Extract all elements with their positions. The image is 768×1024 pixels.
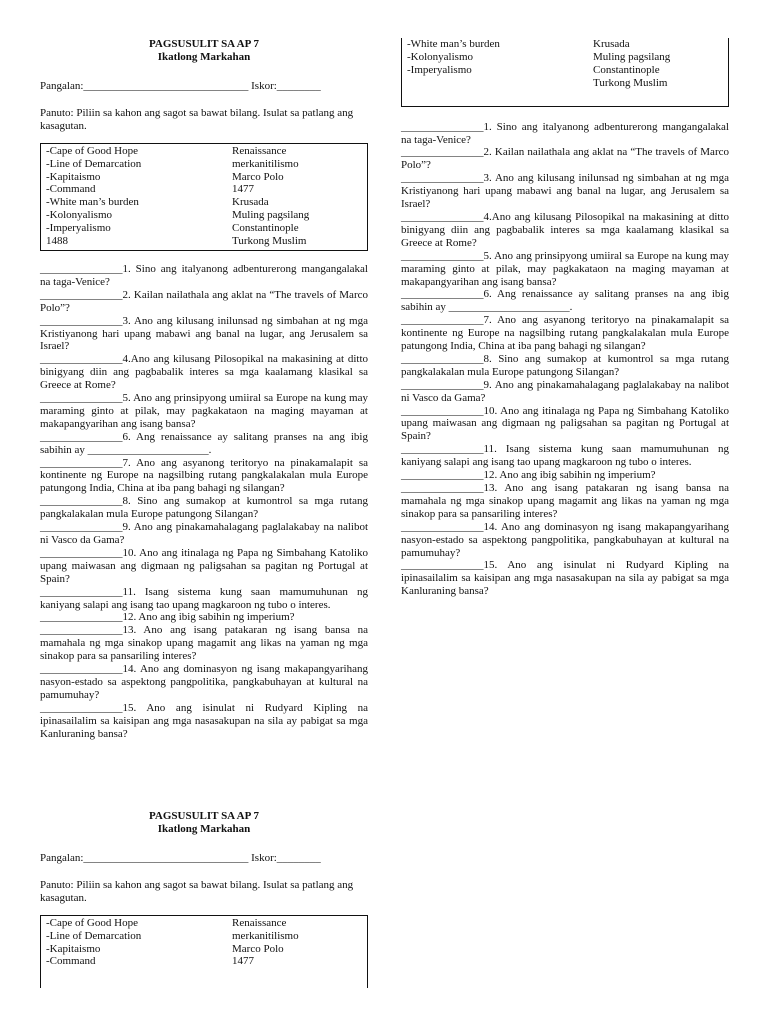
choice-item: -Kolonyalismo: [46, 209, 112, 222]
question-item: _______________13. Ano ang isang patakaran ng isang bansa na mamahala ng mga sinakop upang magamit ang likas na yaman ng mga sinakop para sa pansariling interes?: [40, 624, 368, 663]
question-item: _______________15. Ano ang isinulat ni Rudyard Kipling na ipinasailalim sa kaisipan ang mga nasasakupan na sila ay pabigat sa mga Kanluraning bansa?: [401, 559, 729, 598]
left-bottom-column: [40, 810, 368, 988]
question-item: _______________15. Ano ang isinulat ni Rudyard Kipling na ipinasailalim sa kaisipan ang mga nasasakupan na sila ay pabigat sa mga Kanluraning bansa?: [40, 701, 368, 740]
question-item: _______________5. Ano ang prinsipyong umiiral sa Europe na kung may maraming ginto at pilak, may pagkakataon na maging mayaman at makapangyarihan ang isang bansa?: [401, 249, 729, 288]
question-item: _______________14. Ano ang dominasyon ng isang makapangyarihang nasyon-estado sa aspektong pangpolitika, pangkabuhayan at kultural na pamumuhay?: [40, 663, 368, 701]
question-item: _______________8. Sino ang sumakop at kumontrol sa mga rutang pangkalakalan mula Europe patungong Silangan?: [40, 495, 368, 521]
choice-item: -Imperyalismo: [46, 222, 111, 235]
choice-item: -Kapitaismo: [46, 942, 101, 955]
choice-item: Krusada: [232, 196, 269, 209]
choice-item: Turkong Muslim: [593, 76, 668, 89]
choices-box-continued: [401, 38, 729, 107]
question-item: _______________11. Isang sistema kung saan mamumuhunan ng kaniyang salapi ang isang tao upang magkaroon ng tubo o interes.: [40, 585, 368, 611]
question-item: _______________6. Ang renaissance ay salitang pranses na ang ibig sabihin ay ______________________.: [40, 430, 368, 456]
name-score-line: Pangalan:______________________________ Iskor:________: [40, 852, 321, 864]
page-title: PAGSUSULIT SA AP 7: [149, 810, 259, 822]
choices-box: [40, 915, 368, 989]
question-item: _______________7. Ano ang asyanong teritoryo na pinakamalapit sa kontinente ng Europe na nagsilbing rutang pangkalakalan mula Europe patungong India, China at iba pang bahagi ng silangan?: [401, 314, 729, 353]
left-column: [40, 38, 368, 741]
choice-item: Marco Polo: [232, 170, 284, 183]
question-item: _______________14. Ano ang dominasyon ng isang makapangyarihang nasyon-estado sa aspektong pangpolitika, pangkabuhayan at kultural na pamumuhay?: [401, 520, 729, 559]
question-item: _______________13. Ano ang isang patakaran ng isang bansa na mamahala ng mga sinakop upang magamit ang likas na yaman ng mga sinakop para sa pansariling interes?: [401, 482, 729, 520]
choice-item: Turkong Muslim: [232, 235, 307, 248]
question-item: _______________12. Ano ang ibig sabihin ng imperium?: [401, 469, 656, 482]
choice-item: -Cape of Good Hope: [46, 916, 138, 929]
choice-item: merkanitilismo: [232, 929, 299, 942]
choice-item: -Kolonyalismo: [407, 50, 473, 63]
name-score-line: Pangalan:______________________________ Iskor:________: [40, 80, 321, 92]
choice-item: -Imperyalismo: [407, 63, 472, 76]
question-item: _______________3. Ano ang kilusang inilunsad ng simbahan at ng mga Kristiyanong hari upang mabawi ang banal na lugar, ang Jerusalem sa Israel?: [40, 314, 368, 353]
choice-item: 1488: [46, 235, 68, 248]
page-title: PAGSUSULIT SA AP 7: [149, 38, 259, 50]
choice-item: -Kapitaismo: [46, 170, 101, 183]
question-item: _______________9. Ano ang pinakamahalagang paglalakabay na nalibot ni Vasco da Gama?: [401, 378, 729, 404]
question-item: _______________4.Ano ang kilusang Pilosopikal na makasining at ditto binigyang diin ang pagbabalik interes sa mga kaalamang klasikal sa Greece at Rome?: [40, 353, 368, 392]
choice-item: 1477: [232, 955, 254, 968]
choice-item: Muling pagsilang: [232, 209, 310, 222]
question-item: _______________12. Ano ang ibig sabihin ng imperium?: [40, 611, 295, 624]
right-column: [401, 38, 729, 598]
question-item: _______________7. Ano ang asyanong teritoryo na pinakamalapit sa kontinente ng Europe na nagsilbing rutang pangkalakalan mula Europe patungong India, China at iba pang bahagi ng silangan?: [40, 456, 368, 495]
choice-item: -White man’s burden: [407, 38, 500, 50]
choices-box: [40, 143, 368, 251]
question-item: _______________1. Sino ang italyanong adbenturerong mangangalakal na taga-Venice?: [401, 120, 729, 146]
choices-column-2: [232, 917, 362, 969]
page-subtitle: Ikatlong Markahan: [157, 51, 251, 63]
question-item: _______________9. Ano ang pinakamahalagang paglalakabay na nalibot ni Vasco da Gama?: [40, 521, 368, 546]
choice-item: -Command: [46, 955, 96, 968]
question-item: _______________8. Sino ang sumakop at kumontrol sa mga rutang pangkalakalan mula Europe patungong Silangan?: [401, 352, 729, 378]
question-item: _______________6. Ang renaissance ay salitang pranses na ang ibig sabihin ay ______________________.: [401, 288, 729, 314]
question-list: [401, 121, 729, 599]
choices-column-1: [46, 917, 232, 969]
choice-item: Renaissance: [232, 916, 287, 929]
page-subtitle: Ikatlong Markahan: [157, 823, 251, 835]
choices-column-2: [593, 38, 723, 90]
question-item: _______________2. Kailan nailathala ang aklat na “The travels of Marco Polo”?: [40, 288, 368, 314]
choice-item: -Line of Demarcation: [46, 157, 142, 170]
choice-item: Muling pagsilang: [593, 50, 671, 63]
choice-item: -White man’s burden: [46, 196, 139, 209]
instructions: Panuto: Piliin sa kahon ang sagot sa bawat bilang. Isulat sa patlang ang kasagutan.: [40, 106, 354, 132]
choice-item: Constantinople: [232, 222, 299, 235]
choice-item: Marco Polo: [232, 942, 284, 955]
choice-item: Renaissance: [232, 144, 287, 157]
question-item: _______________5. Ano ang prinsipyong umiiral sa Europe na kung may maraming ginto at pilak, may pagkakataon na maging mayaman at makapangyarihan ang isang bansa?: [40, 392, 368, 430]
instructions: Panuto: Piliin sa kahon ang sagot sa bawat bilang. Isulat sa patlang ang kasagutan.: [40, 878, 354, 904]
choice-item: merkanitilismo: [232, 157, 299, 170]
choices-column-2: [232, 145, 362, 248]
choice-item: -Command: [46, 183, 96, 196]
question-item: _______________2. Kailan nailathala ang aklat na “The travels of Marco Polo”?: [401, 146, 729, 172]
question-item: _______________10. Ano ang itinalaga ng Papa ng Simbahang Katoliko upang maiwasan ang digmaan ng paligsahan sa pagitan ng Portugal at Spain?: [401, 404, 729, 443]
question-item: _______________11. Isang sistema kung saan mamumuhunan ng kaniyang salapi ang isang tao upang magkaroon ng tubo o interes.: [401, 443, 729, 469]
question-item: _______________10. Ano ang itinalaga ng Papa ng Simbahang Katoliko upang maiwasan ang digmaan ng paligsahan sa pagitan ng Portugal at Spain?: [40, 546, 368, 585]
choice-item: Krusada: [593, 38, 630, 50]
question-list: [40, 263, 368, 741]
question-item: _______________1. Sino ang italyanong adbenturerong mangangalakal na taga-Venice?: [40, 262, 368, 288]
choice-item: 1477: [232, 183, 254, 196]
choice-item: -Cape of Good Hope: [46, 144, 138, 157]
question-item: _______________3. Ano ang kilusang inilunsad ng simbahan at ng mga Kristiyanong hari upang mabawi ang banal na lugar, ang Jerusalem sa Israel?: [401, 172, 729, 211]
choice-item: Constantinople: [593, 63, 660, 76]
choices-column-1: [46, 145, 232, 248]
choice-item: -Line of Demarcation: [46, 929, 142, 942]
question-item: _______________4.Ano ang kilusang Pilosopikal na makasining at ditto binigyang diin ang pagbabalik interes sa mga kaalamang klasikal sa Greece at Rome?: [401, 210, 729, 249]
choices-column-1: [407, 38, 593, 90]
